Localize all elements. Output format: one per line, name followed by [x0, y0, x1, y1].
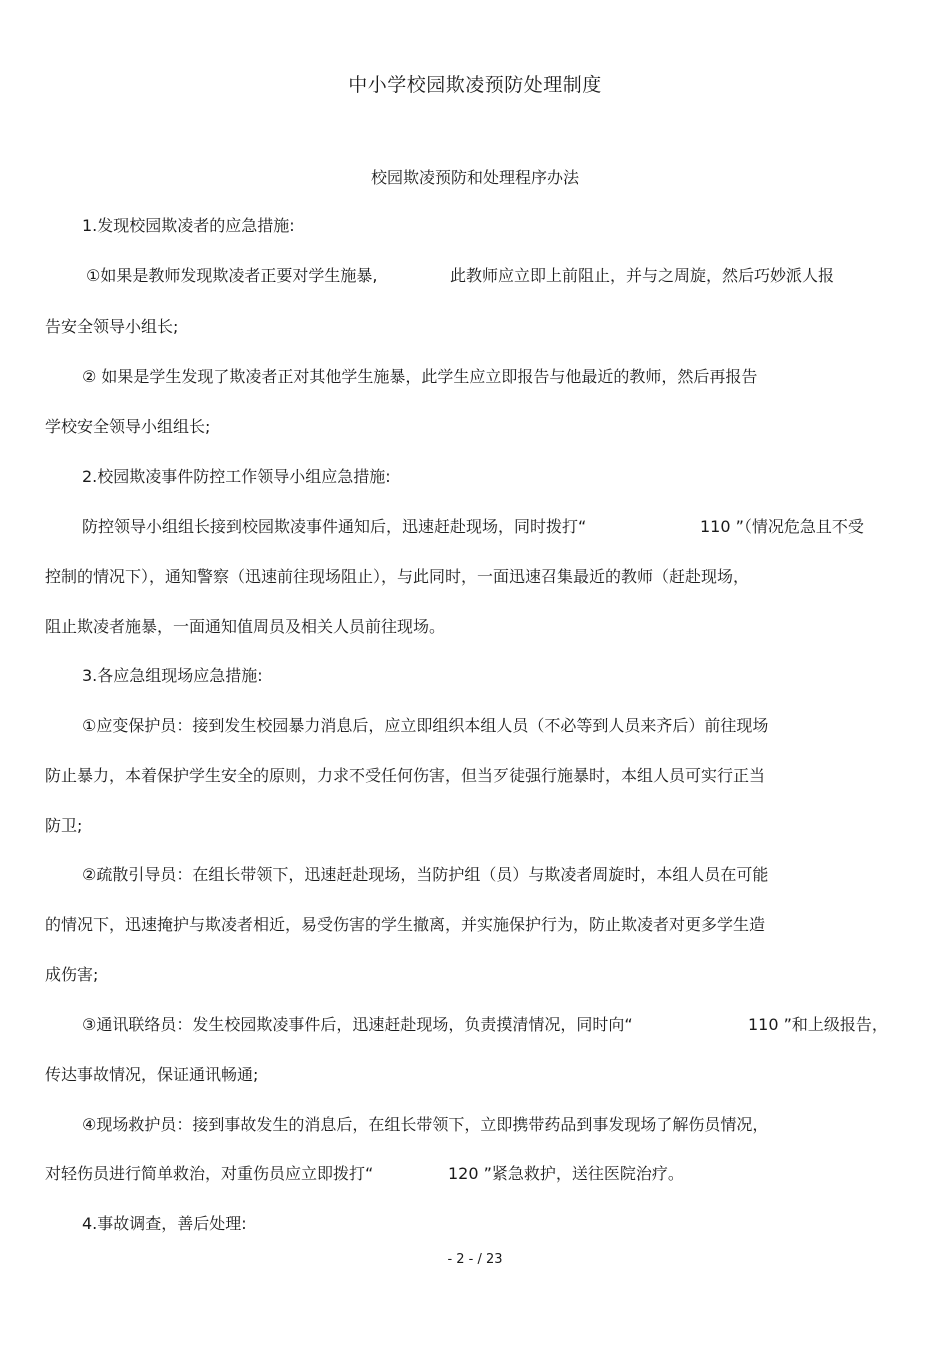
paragraph-line: ②疏散引导员：在组长带领下，迅速赶赴现场，当防护组（员）与欺凌者周旋时，本组人员在可能 — [82, 865, 769, 884]
paragraph-line: 的情况下，迅速掩护与欺凌者相近，易受伤害的学生撤离，并实施保护行为，防止欺凌者对更多学生造 — [45, 915, 766, 934]
paragraph-line: 控制的情况下），通知警察（迅速前往现场阻止），与此同时，一面迅速召集最近的教师（赶赴现场， — [45, 567, 750, 586]
section-subtitle: 校园欺凌预防和处理程序办法 — [370, 168, 579, 187]
heading-2: 2.校园欺凌事件防控工作领导小组应急措施: — [82, 467, 391, 486]
paragraph-line: 阻止欺凌者施暴，一面通知值周员及相关人员前往现场。 — [45, 617, 446, 636]
paragraph-line: 防控领导小组组长接到校园欺凌事件通知后，迅速赶赴现场，同时拨打“ — [82, 517, 587, 536]
paragraph-line: ② 如果是学生发现了欺凌者正对其他学生施暴，此学生应立即报告与他最近的教师，然后再报告 — [82, 367, 758, 386]
page-title: 中小学校园欺凌预防处理制度 — [348, 74, 602, 96]
paragraph-line: 此教师应立即上前阻止，并与之周旋，然后巧妙派人报 — [450, 266, 835, 285]
paragraph-line: 防卫; — [45, 816, 83, 835]
heading-1: 1.发现校园欺凌者的应急措施: — [82, 216, 295, 235]
paragraph-line: 110 ”和上级报告， — [748, 1015, 888, 1034]
paragraph-line: 传达事故情况，保证通讯畅通; — [45, 1065, 259, 1084]
paragraph-line: 成伤害; — [45, 965, 99, 984]
paragraph-line: ①应变保护员：接到发生校园暴力消息后，应立即组织本组人员（不必等到人员来齐后）前往现场 — [82, 716, 769, 735]
paragraph-line: 防止暴力，本着保护学生安全的原则，力求不受任何伤害，但当歹徒强行施暴时，本组人员可实行正当 — [45, 766, 766, 785]
paragraph-line: ④现场救护员：接到事故发生的消息后，在组长带领下，立即携带药品到事发现场了解伤员情况， — [82, 1115, 769, 1134]
paragraph-line: ③通讯联络员：发生校园欺凌事件后，迅速赶赴现场，负责摸清情况，同时向“ — [82, 1015, 633, 1034]
paragraph-line: 110 ”（情况危急且不受 — [700, 517, 864, 536]
paragraph-line: 对轻伤员进行简单救治，对重伤员应立即拨打“ — [45, 1164, 374, 1183]
page-number: - 2 - / 23 — [447, 1252, 503, 1267]
paragraph-line: 告安全领导小组长; — [45, 317, 179, 336]
paragraph-line: ①如果是教师发现欺凌者正要对学生施暴, — [86, 266, 378, 285]
heading-4: 4.事故调查，善后处理: — [82, 1214, 247, 1233]
paragraph-line: 学校安全领导小组组长; — [45, 417, 211, 436]
heading-3: 3.各应急组现场应急措施: — [82, 666, 263, 685]
paragraph-line: 120 ”紧急救护，送往医院治疗。 — [448, 1164, 684, 1183]
